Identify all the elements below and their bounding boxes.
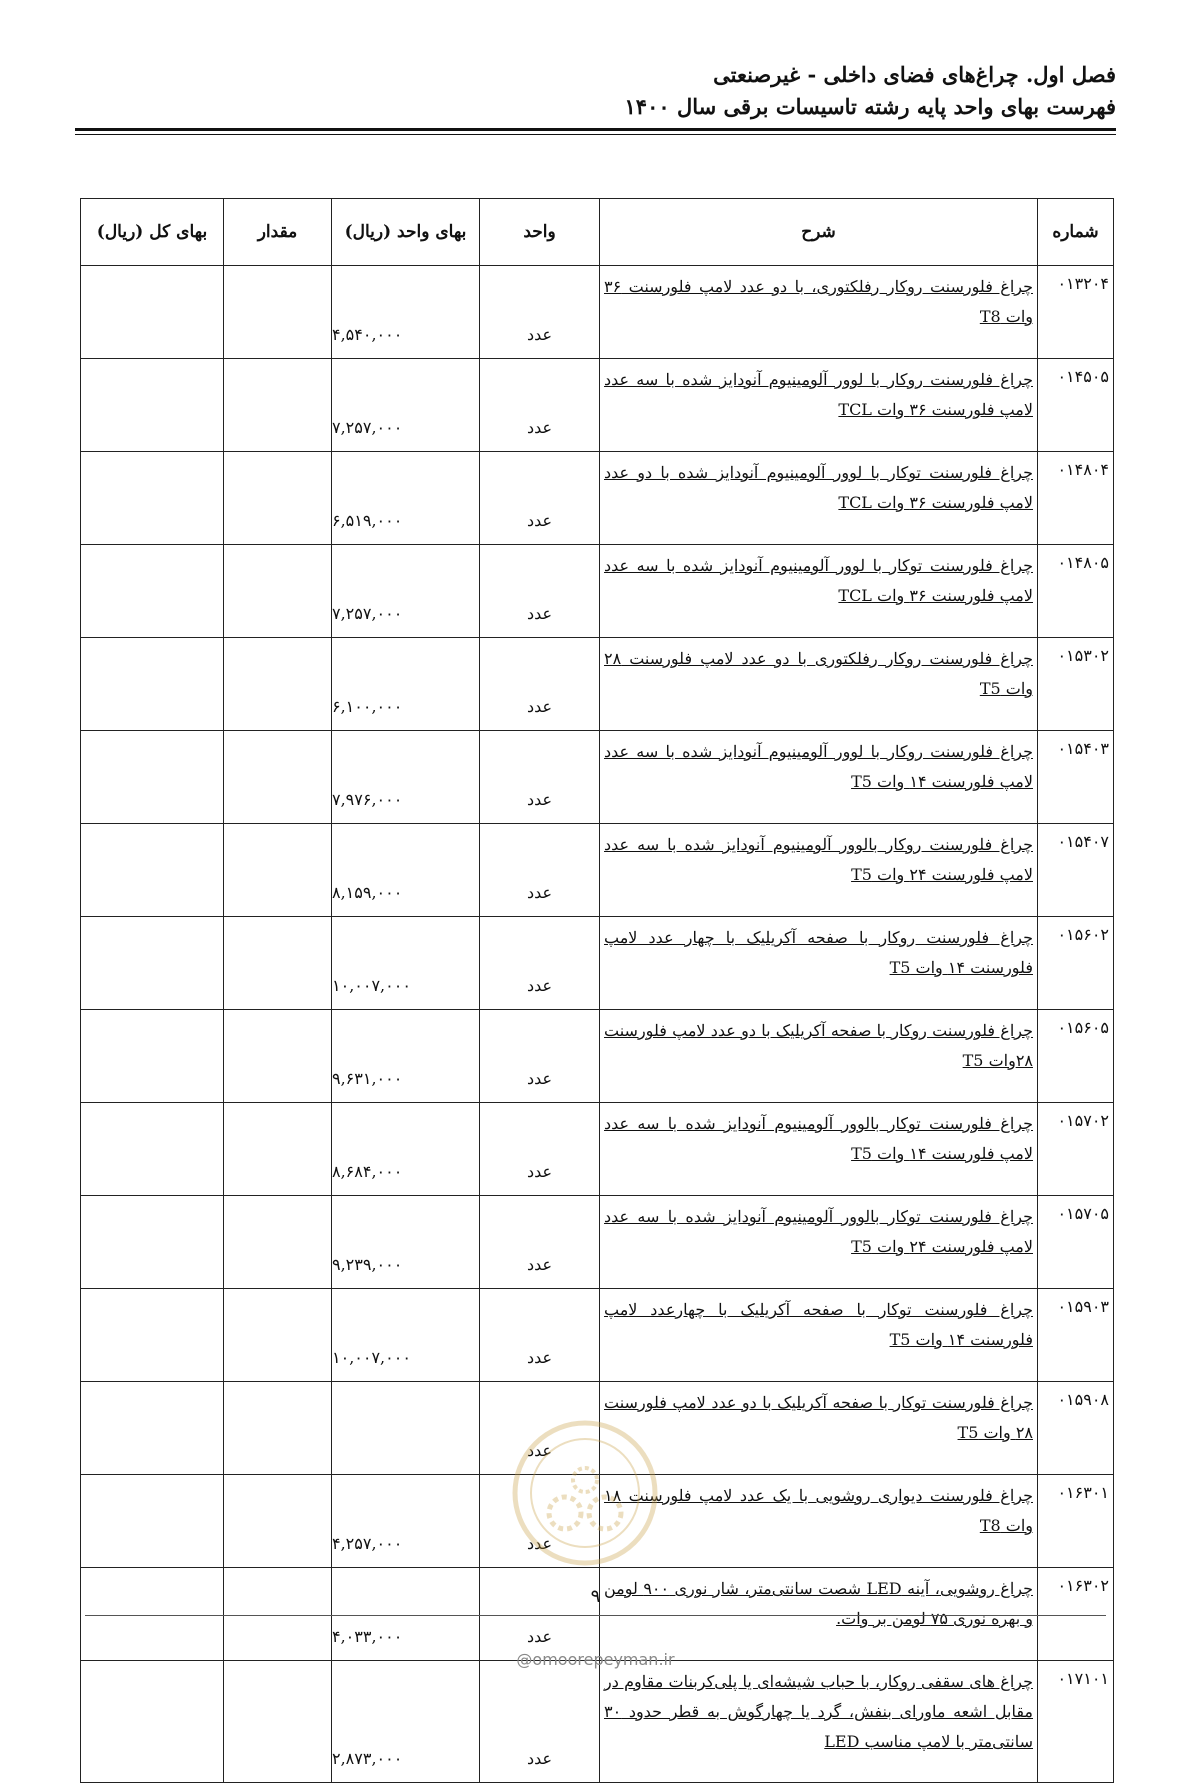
table-row (81, 731, 1114, 824)
item-number: ۰۱۷۱۰۱ (1038, 1661, 1114, 1783)
item-description-text: چراغ فلورسنت روکار با صفحه آکریلیک با دو عدد لامپ فلورسنت ۲۸وات T5 (604, 1021, 1033, 1070)
item-unit-price: ۱۰,۰۰۷,۰۰۰ (332, 1289, 480, 1382)
item-description-text: چراغ فلورسنت توکار با صفحه آکریلیک با دو عدد لامپ فلورسنت ۲۸ وات T5 (604, 1393, 1033, 1442)
item-description-text: چراغ فلورسنت توکار با لوور آلومینیوم آنودایز شده با دو عدد لامپ فلورسنت ۳۶ وات TCL (604, 463, 1033, 512)
item-unit: عدد (480, 359, 600, 452)
item-description-text: چراغ فلورسنت توکار بالوور آلومینیوم آنودایز شده با سه عدد لامپ فلورسنت ۱۴ وات T5 (604, 1114, 1033, 1163)
item-unit: عدد (480, 917, 600, 1010)
item-quantity (224, 1661, 332, 1783)
item-unit: عدد (480, 1010, 600, 1103)
table-row (81, 1289, 1114, 1382)
item-number: ۰۱۶۳۰۱ (1038, 1475, 1114, 1568)
item-quantity (224, 359, 332, 452)
item-quantity (224, 1475, 332, 1568)
table-row (81, 638, 1114, 731)
item-unit: عدد (480, 824, 600, 917)
page-header (75, 60, 1116, 122)
item-unit-price: ۲,۸۷۳,۰۰۰ (332, 1661, 480, 1783)
item-total-price (81, 638, 224, 731)
item-number: ۰۱۵۷۰۵ (1038, 1196, 1114, 1289)
item-unit-price: ۹,۶۳۱,۰۰۰ (332, 1010, 480, 1103)
item-number: ۰۱۶۳۰۲ (1038, 1568, 1114, 1661)
item-number: ۰۱۴۸۰۵ (1038, 545, 1114, 638)
item-unit: عدد (480, 1382, 600, 1475)
item-description-text: چراغ فلورسنت توکار با لوور آلومینیوم آنودایز شده با سه عدد لامپ فلورسنت ۳۶ وات TCL (604, 556, 1033, 605)
header-rule-thick (75, 128, 1116, 131)
item-unit-price: ۷,۲۵۷,۰۰۰ (332, 359, 480, 452)
item-unit: عدد (480, 452, 600, 545)
item-number: ۰۱۳۲۰۴ (1038, 266, 1114, 359)
item-quantity (224, 1289, 332, 1382)
item-unit: عدد (480, 545, 600, 638)
item-number: ۰۱۵۷۰۲ (1038, 1103, 1114, 1196)
table-row (81, 824, 1114, 917)
item-total-price (81, 1289, 224, 1382)
table-row (81, 1661, 1114, 1783)
item-quantity (224, 1196, 332, 1289)
item-unit: عدد (480, 1196, 600, 1289)
item-description (600, 731, 1038, 824)
document-subtitle: فهرست بهای واحد پایه رشته تاسیسات برقی سال ۱۴۰۰ (624, 94, 1116, 119)
item-unit: عدد (480, 1661, 600, 1783)
item-unit-price: ۴,۰۳۳,۰۰۰ (332, 1568, 480, 1661)
item-description-text: چراغ فلورسنت توکار بالوور آلومینیوم آنودایز شده با سه عدد لامپ فلورسنت ۲۴ وات T5 (604, 1207, 1033, 1256)
item-description (600, 1568, 1038, 1661)
header-quantity: مقدار (224, 199, 332, 266)
item-description (600, 359, 1038, 452)
item-quantity (224, 545, 332, 638)
item-description-text: چراغ فلورسنت روکار رفلکتوری، با دو عدد لامپ فلورسنت ۳۶ وات T8 (604, 277, 1033, 326)
item-description (600, 638, 1038, 731)
item-number: ۰۱۵۹۰۸ (1038, 1382, 1114, 1475)
table-row (81, 452, 1114, 545)
table-row (81, 917, 1114, 1010)
website-watermark: @omoorepeyman.ir (516, 1650, 675, 1669)
item-description-text: چراغ فلورسنت روکار رفلکتوری با دو عدد لامپ فلورسنت ۲۸ وات T5 (604, 649, 1033, 698)
table-row (81, 1010, 1114, 1103)
item-unit-price: ۶,۱۰۰,۰۰۰ (332, 638, 480, 731)
item-description (600, 917, 1038, 1010)
item-number: ۰۱۵۳۰۲ (1038, 638, 1114, 731)
item-description (600, 1661, 1038, 1783)
item-description (600, 1196, 1038, 1289)
item-total-price (81, 731, 224, 824)
item-number: ۰۱۵۴۰۳ (1038, 731, 1114, 824)
item-number: ۰۱۵۴۰۷ (1038, 824, 1114, 917)
item-unit-price: ۸,۶۸۴,۰۰۰ (332, 1103, 480, 1196)
item-description-text: چراغ فلورسنت توکار با صفحه آکریلیک با چهارعدد لامپ فلورسنت ۱۴ وات T5 (604, 1300, 1033, 1349)
item-unit: عدد (480, 1103, 600, 1196)
header-description: شرح (600, 199, 1038, 266)
item-number: ۰۱۵۶۰۵ (1038, 1010, 1114, 1103)
item-unit: عدد (480, 266, 600, 359)
table-row (81, 266, 1114, 359)
page-number: ۹ (590, 1586, 601, 1607)
item-quantity (224, 1010, 332, 1103)
item-unit-price: ۶,۵۱۹,۰۰۰ (332, 452, 480, 545)
item-total-price (81, 545, 224, 638)
table-header-row (81, 199, 1114, 266)
item-unit-price: ۴,۵۴۰,۰۰۰ (332, 266, 480, 359)
item-quantity (224, 638, 332, 731)
item-description (600, 266, 1038, 359)
item-unit-price: ۸,۱۵۹,۰۰۰ (332, 824, 480, 917)
table-row (81, 545, 1114, 638)
item-unit: عدد (480, 1568, 600, 1661)
item-total-price (81, 452, 224, 545)
item-quantity (224, 1568, 332, 1661)
footer-rule (85, 1615, 1106, 1616)
item-description (600, 824, 1038, 917)
item-unit: عدد (480, 638, 600, 731)
item-total-price (81, 1382, 224, 1475)
item-description (600, 1382, 1038, 1475)
header-number: شماره (1038, 199, 1114, 266)
item-total-price (81, 1661, 224, 1783)
item-quantity (224, 824, 332, 917)
item-description (600, 1289, 1038, 1382)
item-description-text: چراغ فلورسنت دیواری روشویی با یک عدد لامپ فلورسنت ۱۸ وات T8 (604, 1486, 1033, 1535)
item-quantity (224, 917, 332, 1010)
item-total-price (81, 917, 224, 1010)
item-unit-price: ۱۰,۰۰۷,۰۰۰ (332, 917, 480, 1010)
item-number: ۰۱۴۸۰۴ (1038, 452, 1114, 545)
item-description-text: چراغ های سقفی روکار، با حباب شیشه‌ای یا پلی‌کربنات مقاوم در مقابل اشعه ماورای بنفش، گرد یا چهارگوش به قطر حدود ۳۰ سانتی‌متر با لامپ مناسب LED (604, 1672, 1033, 1751)
item-description-text: چراغ فلورسنت روکار با صفحه آکریلیک با چهار عدد لامپ فلورسنت ۱۴ وات T5 (604, 928, 1033, 977)
item-unit: عدد (480, 1289, 600, 1382)
item-total-price (81, 1568, 224, 1661)
item-number: ۰۱۵۹۰۳ (1038, 1289, 1114, 1382)
item-description-text: چراغ روشویی، آینه LED شصت سانتی‌متر، شار نوری ۹۰۰ لومن و بهره نوری ۷۵ لومن بر وات. (604, 1579, 1034, 1628)
item-description (600, 1010, 1038, 1103)
watermark-seal (510, 1418, 660, 1568)
chapter-title: فصل اول. چراغ‌های فضای داخلی - غیرصنعتی (713, 62, 1116, 87)
item-total-price (81, 824, 224, 917)
item-total-price (81, 359, 224, 452)
header-rule-thin (75, 134, 1116, 135)
item-description (600, 1475, 1038, 1568)
item-unit-price: ۷,۹۷۶,۰۰۰ (332, 731, 480, 824)
header-total-price: بهای کل (ریال) (81, 199, 224, 266)
item-unit: عدد (480, 1475, 600, 1568)
item-total-price (81, 1103, 224, 1196)
table-row (81, 1568, 1114, 1661)
table-row (81, 1103, 1114, 1196)
item-quantity (224, 1103, 332, 1196)
header-unit: واحد (480, 199, 600, 266)
item-quantity (224, 1382, 332, 1475)
item-unit-price: ۴,۲۵۷,۰۰۰ (332, 1475, 480, 1568)
item-total-price (81, 1196, 224, 1289)
item-number: ۰۱۵۶۰۲ (1038, 917, 1114, 1010)
table-row (81, 359, 1114, 452)
item-description-text: چراغ فلورسنت روکار بالوور آلومینیوم آنودایز شده با سه عدد لامپ فلورسنت ۲۴ وات T5 (604, 835, 1033, 884)
item-unit-price (332, 1382, 480, 1475)
item-description (600, 452, 1038, 545)
item-unit-price: ۹,۲۳۹,۰۰۰ (332, 1196, 480, 1289)
table-row (81, 1196, 1114, 1289)
item-description-text: چراغ فلورسنت روکار با لوور آلومینیوم آنودایز شده با سه عدد لامپ فلورسنت ۱۴ وات T5 (604, 742, 1033, 791)
item-unit-price: ۷,۲۵۷,۰۰۰ (332, 545, 480, 638)
item-description (600, 1103, 1038, 1196)
item-number: ۰۱۴۵۰۵ (1038, 359, 1114, 452)
item-total-price (81, 266, 224, 359)
item-quantity (224, 731, 332, 824)
header-unit-price: بهای واحد (ریال) (332, 199, 480, 266)
item-quantity (224, 266, 332, 359)
item-total-price (81, 1010, 224, 1103)
item-description (600, 545, 1038, 638)
item-unit: عدد (480, 731, 600, 824)
item-quantity (224, 452, 332, 545)
item-total-price (81, 1475, 224, 1568)
item-description-text: چراغ فلورسنت روکار با لوور آلومینیوم آنودایز شده با سه عدد لامپ فلورسنت ۳۶ وات TCL (604, 370, 1033, 419)
